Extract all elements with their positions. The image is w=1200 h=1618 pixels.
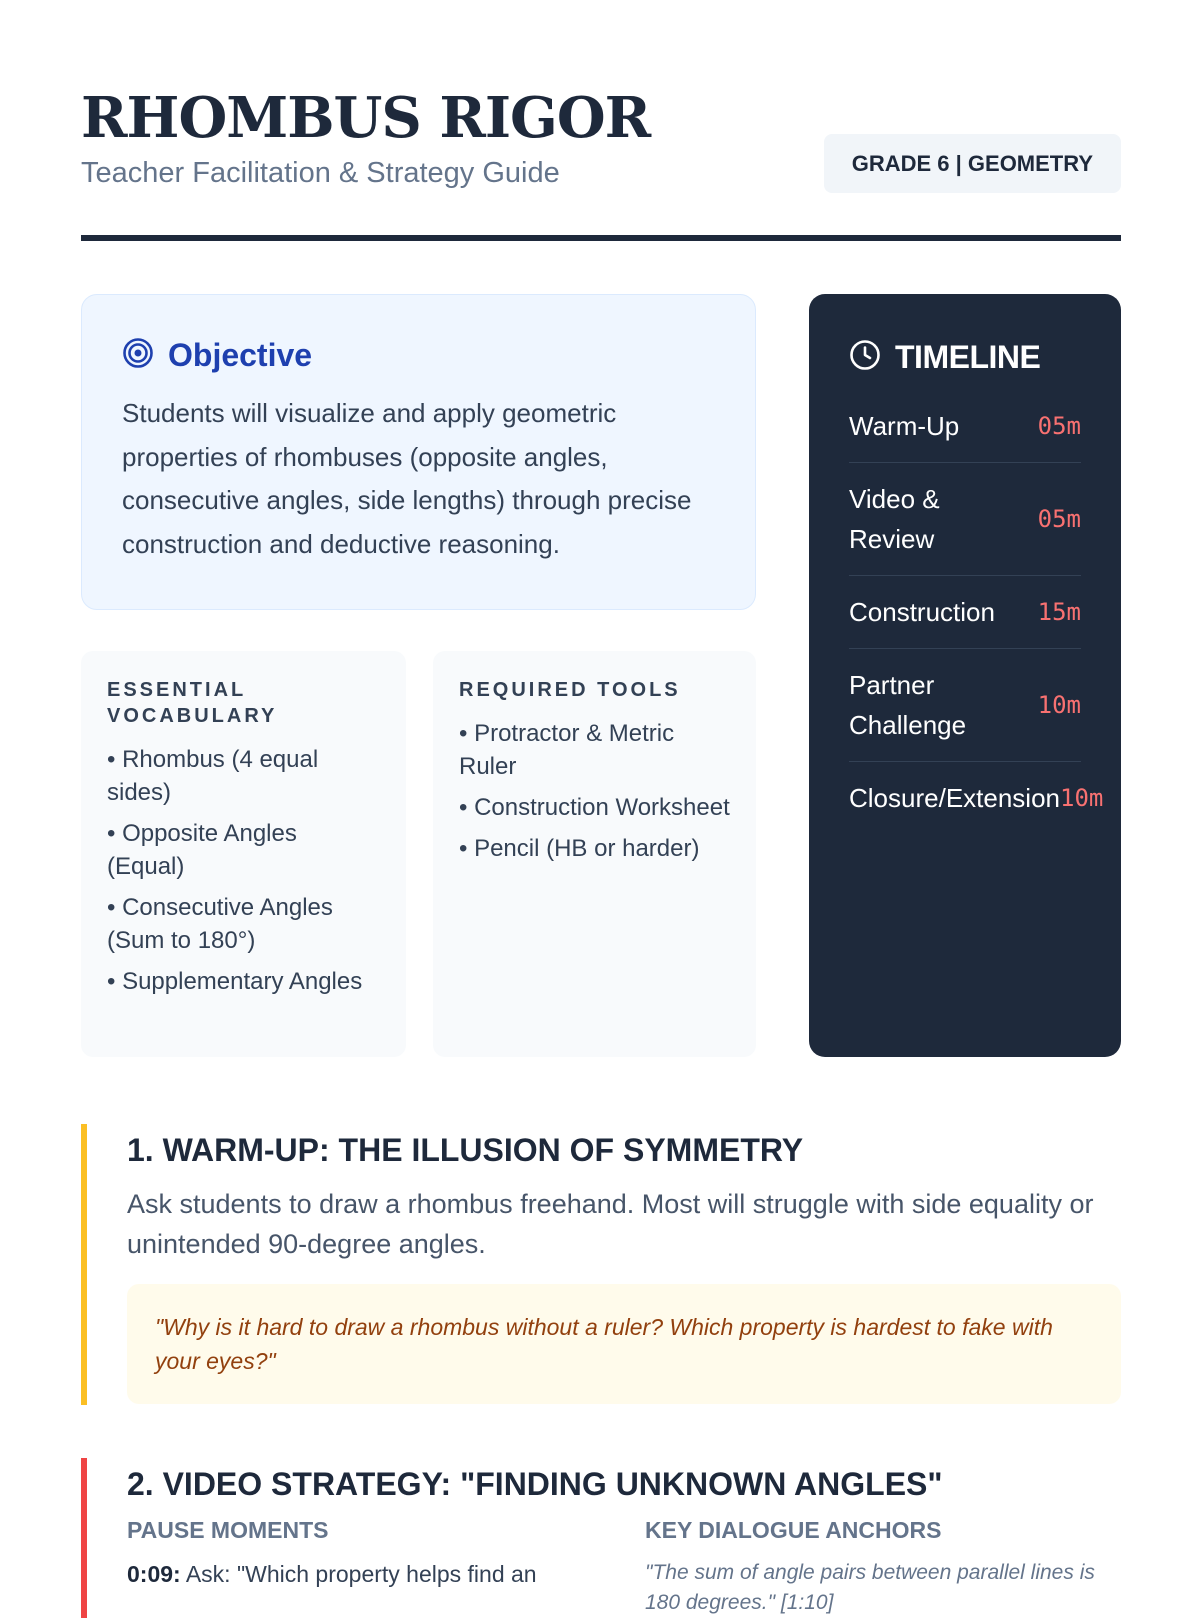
pause-moments-column (127, 1514, 581, 1618)
list-item: • Opposite Angles (Equal) (107, 820, 297, 880)
timeline-item-name: Video & Review (849, 484, 940, 554)
list-item: • Pencil (HB or harder) (459, 835, 700, 862)
dialogue-anchor-item: "The sum of angle pairs between parallel lines is 180 degrees." [1:10] (645, 1561, 1095, 1614)
list-item: • Construction Worksheet (459, 794, 730, 821)
list-item: • Rhombus (4 equal sides) (107, 746, 319, 806)
timeline-item-construction (849, 576, 1081, 649)
pause-prompt: Ask: "Which property helps find an (185, 1561, 537, 1587)
document-header (81, 85, 1121, 243)
timeline-item-video-review (849, 463, 1081, 576)
section-title: 2. VIDEO STRATEGY: "FINDING UNKNOWN ANGLES" (127, 1466, 943, 1502)
timeline-item-name: Construction (849, 597, 995, 627)
objective-title: Objective (168, 337, 313, 373)
timeline-item-closure-extension (849, 762, 1104, 834)
discussion-prompt: "Why is it hard to draw a rhombus without a ruler? Which property is hardest to fake with your eyes?" (127, 1284, 1121, 1404)
section-text: Ask students to draw a rhombus freehand. Most will struggle with side equality or unintended 90-degree angles. (127, 1189, 1094, 1259)
pause-moments-label: PAUSE MOMENTS (127, 1517, 329, 1543)
list-item: • Consecutive Angles (Sum to 180°) (107, 894, 333, 954)
timeline-panel (809, 294, 1121, 1057)
video-columns (127, 1514, 1121, 1618)
objective-text: Students will visualize and apply geometric properties of rhombuses (opposite angles, consecutive angles, side lengths) through precise construction and deductive reasoning. (122, 398, 692, 559)
section-title: 1. WARM-UP: THE ILLUSION OF SYMMETRY (127, 1132, 804, 1168)
dialogue-anchors-column (645, 1514, 1099, 1618)
warm-up-section (81, 1124, 1121, 1405)
vocabulary-label: ESSENTIAL VOCABULARY (107, 679, 278, 727)
timeline-item-time: 10m (1060, 784, 1104, 812)
grade-badge: GRADE 6 | GEOMETRY (824, 134, 1121, 193)
vocabulary-card (81, 651, 406, 1057)
timeline-item-name: Closure/Extension (849, 783, 1060, 813)
page-subtitle: Teacher Facilitation & Strategy Guide (81, 157, 560, 189)
timeline-item-time: 05m (1037, 505, 1081, 533)
header-divider (81, 235, 1121, 241)
timeline-heading (849, 338, 1081, 376)
pause-moment-item (127, 1558, 581, 1590)
page-title: RHOMBUS RIGOR (81, 85, 651, 151)
clock-icon (849, 339, 881, 376)
dialogue-anchors-label: KEY DIALOGUE ANCHORS (645, 1517, 942, 1543)
timeline-title: TIMELINE (895, 338, 1041, 375)
pause-timestamp: 0:09: (127, 1561, 181, 1587)
tools-card (433, 651, 756, 1057)
vocabulary-list (107, 743, 380, 998)
list-item: • Supplementary Angles (107, 968, 363, 995)
timeline-item-time: 05m (1037, 412, 1081, 440)
timeline-item-time: 15m (1037, 598, 1081, 626)
timeline-item-name: Partner Challenge (849, 670, 967, 740)
objective-heading (122, 337, 715, 374)
target-icon (122, 337, 154, 374)
timeline-item-name: Warm-Up (849, 411, 960, 441)
objective-card (81, 294, 756, 610)
timeline-item-warm-up (849, 390, 1081, 463)
timeline-list (849, 390, 1104, 834)
timeline-item-partner-challenge (849, 649, 1081, 762)
tools-label: REQUIRED TOOLS (459, 679, 681, 701)
list-item: • Protractor & Metric Ruler (459, 720, 675, 780)
video-strategy-section (81, 1458, 1121, 1618)
tools-list (459, 717, 730, 865)
timeline-item-time: 10m (1037, 691, 1081, 719)
